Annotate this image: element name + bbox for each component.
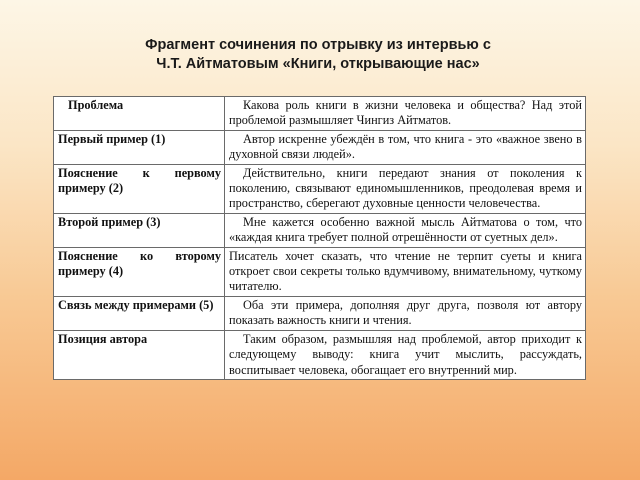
row-text-explanation-1 — [225, 164, 586, 213]
row-text-content: Действительно, книги передают знания от поколения к поколению, связывают единомышленников, преодолевая время и пространство, сберегают духовные ценности человечества. — [229, 165, 582, 211]
row-text-content: Таким образом, размышляя над проблемой, автор приходит к следующему выводу: книга учит мыслить, рассуждать, воспитывает человека, обогащает его внутренний мир. — [229, 331, 582, 377]
row-text-problem — [225, 97, 586, 131]
table-row — [54, 247, 586, 296]
row-text-example-1 — [225, 130, 586, 164]
table-row — [54, 97, 586, 131]
table-row — [54, 330, 586, 379]
row-text-explanation-2 — [225, 247, 586, 296]
row-text-content: Писатель хочет сказать, что чтение не терпит суеты и книга откроет свои секреты только вдумчивому, внимательному, чуткому читателю. — [229, 248, 582, 294]
page-title — [60, 36, 576, 74]
table-row — [54, 164, 586, 213]
row-text-connection — [225, 296, 586, 330]
essay-table — [53, 96, 586, 380]
table-row — [54, 213, 586, 247]
row-label-explanation-2: Пояснение ко второму примеру (4) — [54, 247, 225, 296]
row-text-content: Оба эти примера, дополняя друг друга, позволя ют автору показать важность книги и чтения. — [229, 297, 582, 328]
row-label-example-2: Второй пример (3) — [54, 213, 225, 247]
row-text-content: Какова роль книги в жизни человека и общества? Над этой проблемой размышляет Чингиз Айтматов. — [229, 98, 582, 128]
row-text-author-position — [225, 330, 586, 379]
row-label-problem: Проблема — [54, 97, 225, 131]
title-line-2: Ч.Т. Айтматовым «Книги, открывающие нас» — [156, 56, 480, 72]
row-label-connection: Связь между примерами (5) — [54, 296, 225, 330]
title-line-1: Фрагмент сочинения по отрывку из интервью с — [145, 37, 491, 53]
row-label-example-1: Первый пример (1) — [54, 130, 225, 164]
row-label-author-position: Позиция автора — [54, 330, 225, 379]
table-row — [54, 296, 586, 330]
row-text-content: Мне кажется особенно важной мысль Айтматова о том, что «каждая книга требует полной отрешённости от суетных дел». — [229, 214, 582, 245]
row-text-example-2 — [225, 213, 586, 247]
table-row — [54, 130, 586, 164]
row-label-explanation-1: Пояснение к первому примеру (2) — [54, 164, 225, 213]
row-text-content: Автор искренне убеждён в том, что книга - это «важное звено в духовной связи людей». — [229, 131, 582, 162]
